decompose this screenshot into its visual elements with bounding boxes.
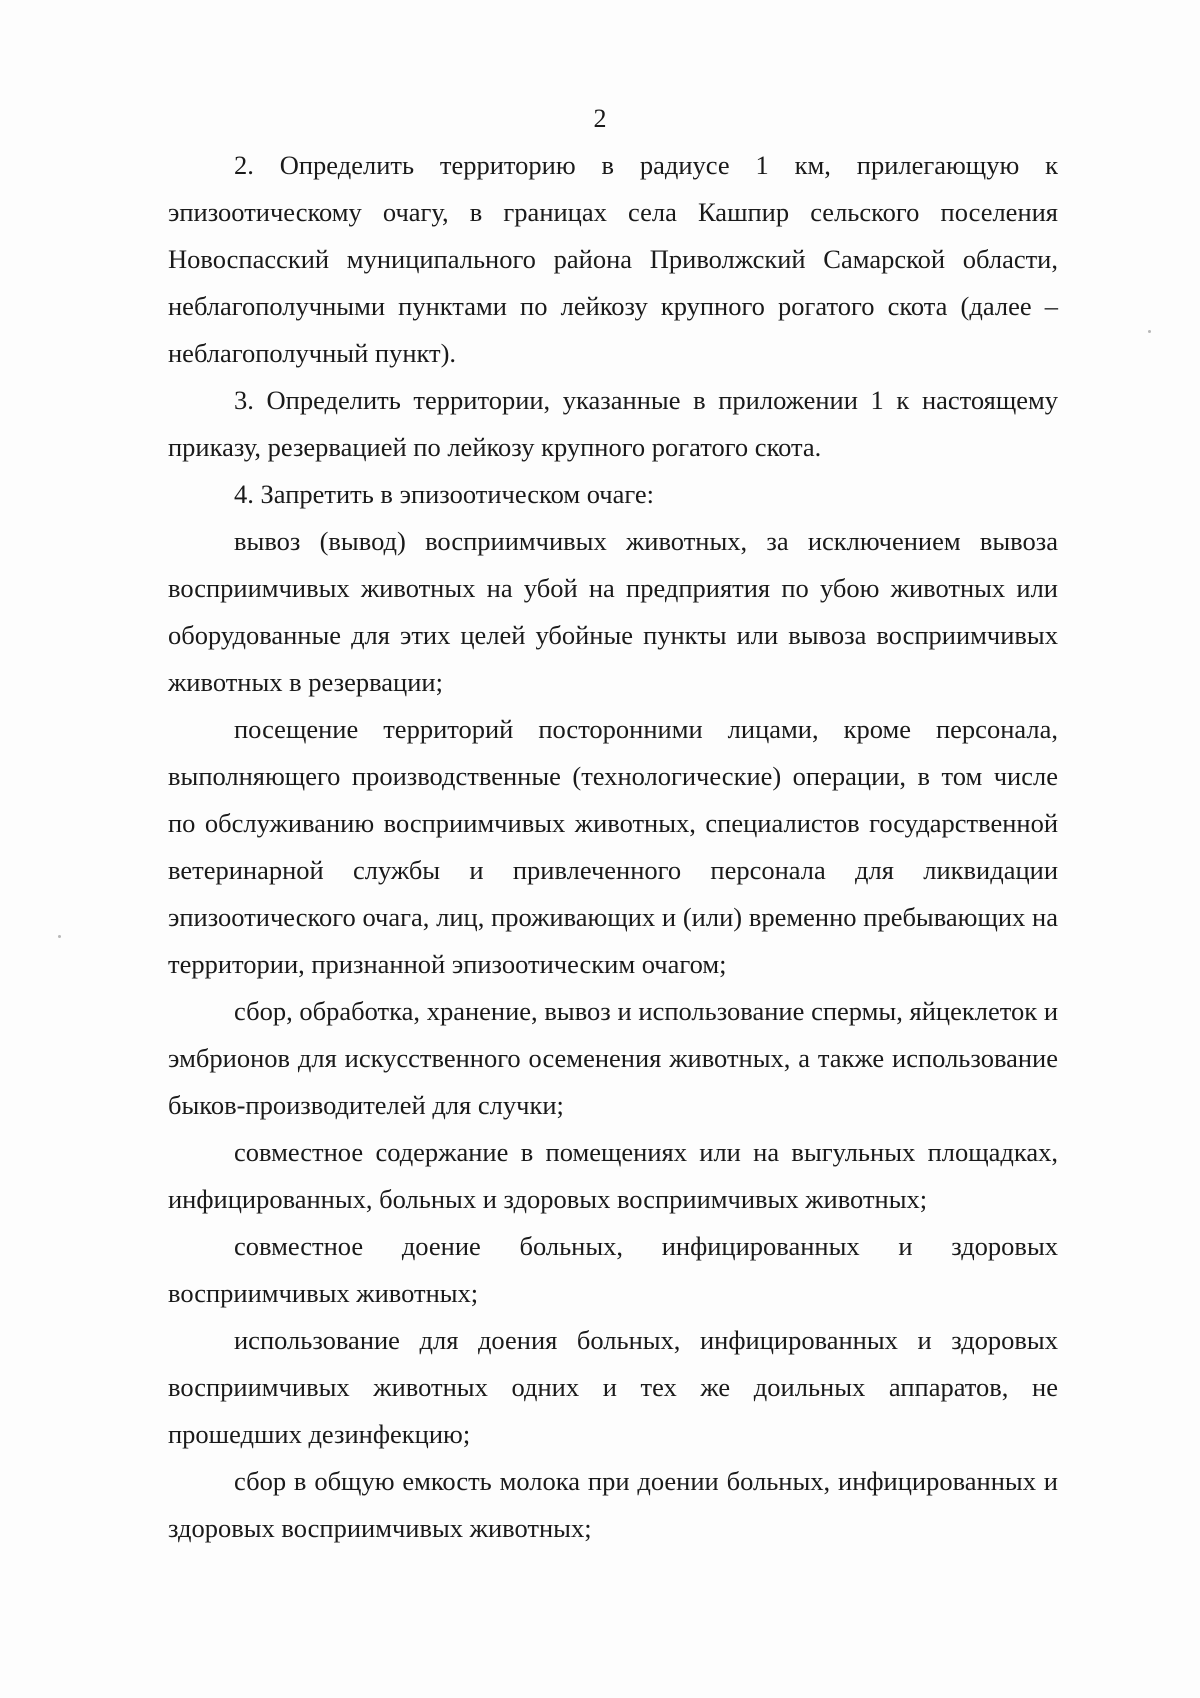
- prohibition-joint-milking: совместное доение больных, инфицированных и здоровых восприимчивых животных;: [168, 1231, 1058, 1308]
- prohibition-animal-removal: вывоз (вывод) восприимчивых животных, за исключением вывоза восприимчивых животных на убой на предприятия по убою животных или оборудованные для этих целей убойные пункты или вывоза восприимчивых животных в резервации;: [168, 526, 1058, 697]
- paragraph-item-2: 2. Определить территорию в радиусе 1 км, прилегающую к эпизоотическому очагу, в границах села Кашпир сельского поселения Новоспасский муниципального района Приволжский Самарской области, неблагополучными пунктами по лейкозу крупного рогатого скота (далее – неблагополучный пункт).: [168, 150, 1058, 368]
- paragraph-item-4: 4. Запретить в эпизоотическом очаге:: [234, 479, 655, 509]
- paragraph-item-3: 3. Определить территории, указанные в приложении 1 к настоящему приказу, резервацией по лейкозу крупного рогатого скота.: [168, 385, 1058, 462]
- page-number: 2: [593, 104, 607, 133]
- prohibition-common-milk-container: сбор в общую емкость молока при доении больных, инфицированных и здоровых восприимчивых животных;: [168, 1466, 1058, 1543]
- prohibition-semen-collection: сбор, обработка, хранение, вывоз и использование спермы, яйцеклеток и эмбрионов для искусственного осеменения животных, а также использование быков-производителей для случки;: [168, 996, 1058, 1120]
- document-body: [168, 142, 1058, 1552]
- prohibition-joint-keeping: совместное содержание в помещениях или на выгульных площадках, инфицированных, больных и здоровых восприимчивых животных;: [168, 1137, 1058, 1214]
- prohibition-shared-milking-machines: использование для доения больных, инфицированных и здоровых восприимчивых животных одних и тех же доильных аппаратов, не прошедших дезинфекцию;: [168, 1325, 1058, 1449]
- scan-speck: [1148, 330, 1151, 333]
- prohibition-visits: посещение территорий посторонними лицами, кроме персонала, выполняющего производственные (технологические) операции, в том числе по обслуживанию восприимчивых животных, специалистов государственной ветеринарной службы и привлеченного персонала для ликвидации эпизоотического очага, лиц, проживающих и (или) временно пребывающих на территории, признанной эпизоотическим очагом;: [168, 714, 1058, 979]
- scan-speck: [58, 935, 61, 938]
